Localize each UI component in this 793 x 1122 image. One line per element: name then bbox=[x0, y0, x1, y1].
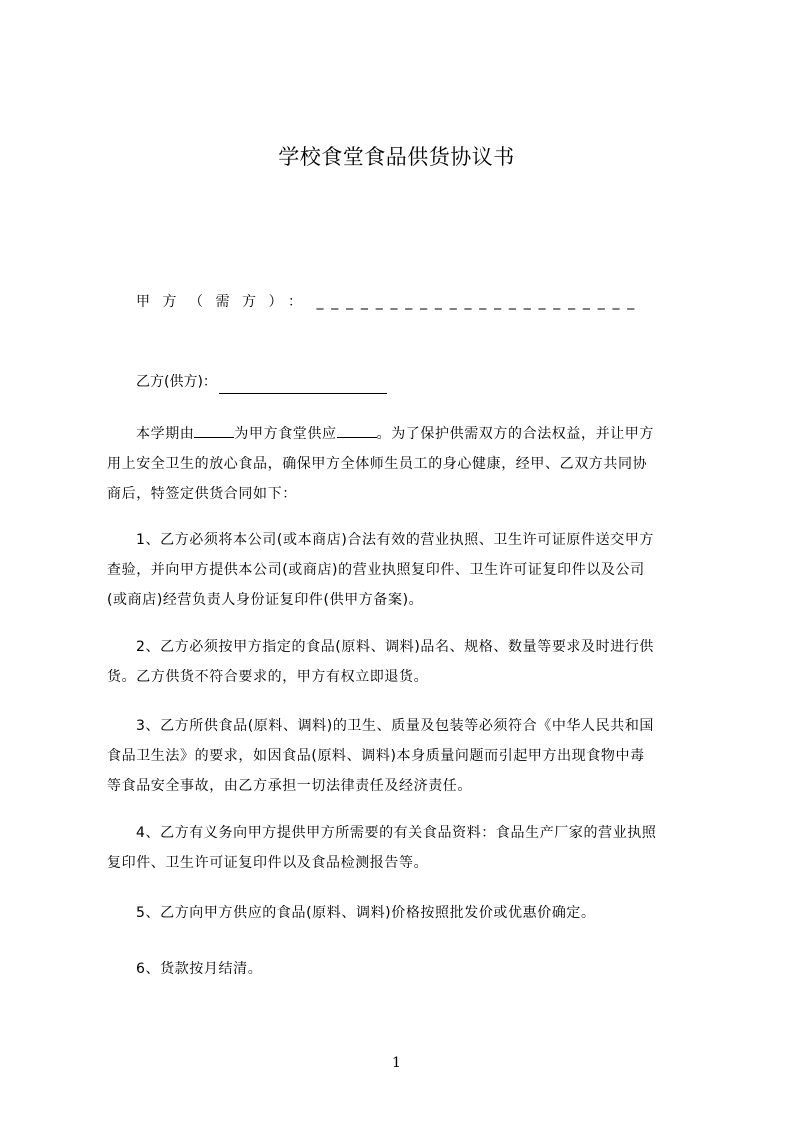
term-blank bbox=[194, 422, 234, 438]
clause-4-line-2: 复印件、卫生许可证复印件以及食品检测报告等。 bbox=[107, 855, 429, 871]
intro-text-3: 。为了保护供需双方的合法权益，并让甲方 bbox=[376, 426, 655, 442]
intro-line-1 bbox=[107, 419, 713, 449]
clause-3 bbox=[107, 711, 713, 801]
party-a-line bbox=[136, 290, 716, 314]
goods-blank bbox=[337, 422, 377, 438]
party-b-label: 乙方(供方)： bbox=[136, 374, 217, 390]
clause-6-line-1: 6、货款按月结清。 bbox=[136, 961, 263, 977]
intro-paragraph bbox=[107, 419, 713, 509]
clause-1-line-1: 1、乙方必须将本公司(或本商店)合法有效的营业执照、卫生许可证原件送交甲方 bbox=[136, 532, 655, 548]
intro-line-3: 商后，特签定供货合同如下： bbox=[107, 486, 297, 502]
clause-1-line-2: 查验，并向甲方提供本公司(或商店)的营业执照复印件、卫生许可证复印件以及公司 bbox=[107, 562, 645, 578]
clause-4-line-1: 4、乙方有义务向甲方提供甲方所需要的有关食品资料：食品生产厂家的营业执照 bbox=[136, 825, 657, 841]
intro-text-2: 为甲方食堂供应 bbox=[234, 426, 337, 442]
clause-6 bbox=[107, 954, 713, 984]
clause-4 bbox=[107, 818, 713, 878]
clause-2-line-2: 货。乙方供货不符合要求的，甲方有权立即退货。 bbox=[107, 669, 429, 685]
clause-5 bbox=[107, 898, 713, 928]
clause-3-line-3: 等食品安全事故，由乙方承担一切法律责任及经济责任。 bbox=[107, 778, 472, 794]
clause-2 bbox=[107, 632, 713, 692]
clause-3-line-1: 3、乙方所供食品(原料、调料)的卫生、质量及包装等必须符合《中华人民共和国 bbox=[136, 718, 655, 734]
party-b-blank bbox=[219, 376, 387, 394]
clause-2-line-1: 2、乙方必须按甲方指定的食品(原料、调料)品名、规格、数量等要求及时进行供 bbox=[136, 639, 655, 655]
clause-5-line-1: 5、乙方向甲方供应的食品(原料、调料)价格按照批发价或优惠价确定。 bbox=[136, 905, 596, 921]
page-number: 1 bbox=[392, 1055, 401, 1071]
party-b-line bbox=[136, 370, 387, 394]
intro-text-1: 本学期由 bbox=[136, 426, 195, 442]
party-a-label: 甲方（需方）： bbox=[136, 294, 315, 310]
clause-1 bbox=[107, 525, 713, 615]
party-a-blank: ______________________ bbox=[316, 294, 643, 310]
clause-1-line-3: (或商店)经营负责人身份证复印件(供甲方备案)。 bbox=[107, 592, 424, 608]
clause-3-line-2: 食品卫生法》的要求，如因食品(原料、调料)本身质量问题而引起甲方出现食物中毒 bbox=[107, 748, 645, 764]
intro-line-2: 用上安全卫生的放心食品，确保甲方全体师生员工的身心健康，经甲、乙双方共同协 bbox=[107, 456, 648, 472]
document-title: 学校食堂食品供货协议书 bbox=[278, 145, 515, 169]
